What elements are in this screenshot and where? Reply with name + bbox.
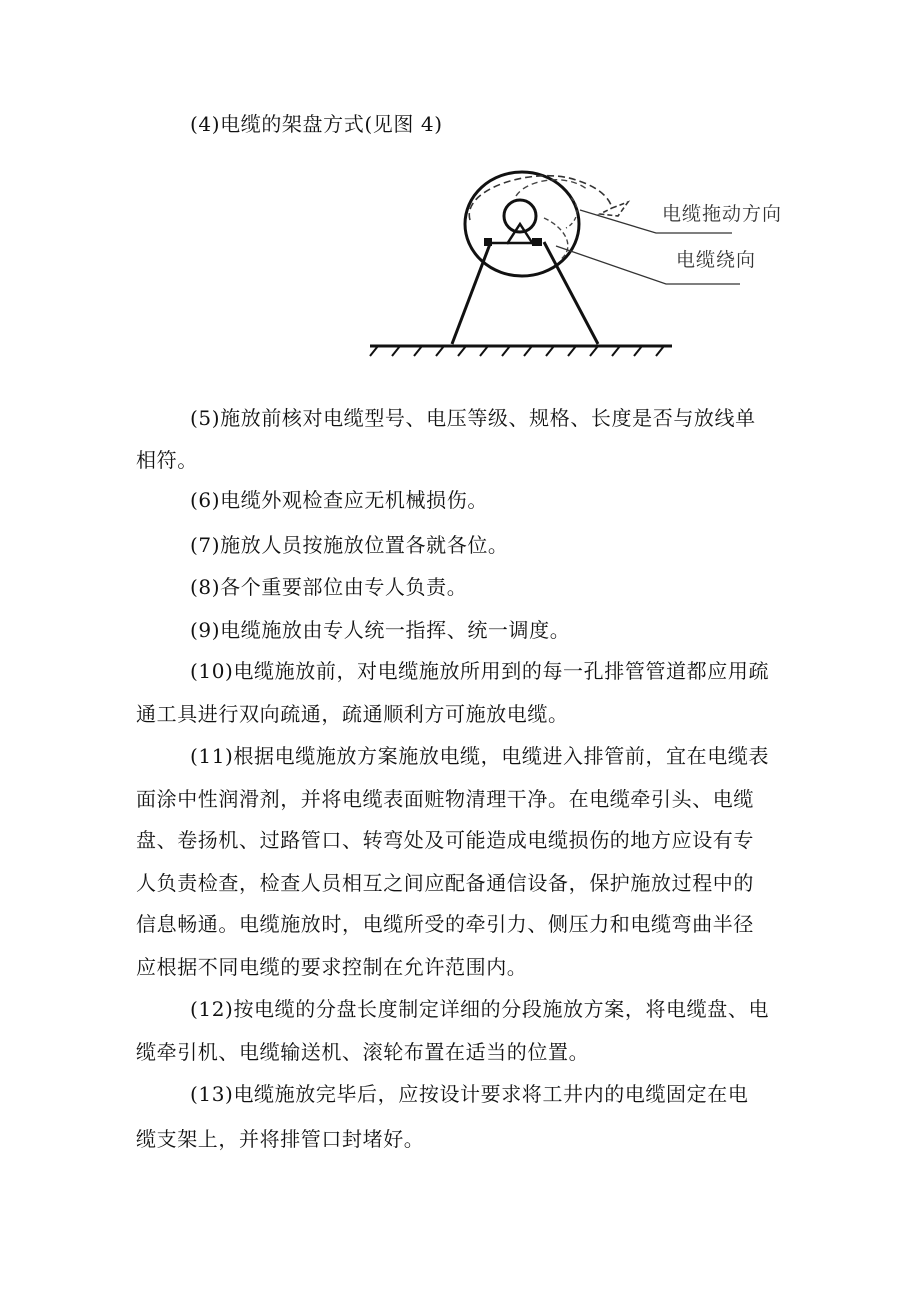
paragraph-12-line-2: 缆牵引机、电缆输送机、滚轮布置在适当的位置。 [136, 1040, 590, 1064]
axle-block-right [532, 238, 542, 246]
paragraph-13-line-2: 缆支架上，并将排管口封堵好。 [136, 1127, 425, 1151]
paragraph-11-line-1: (11)根据电缆施放方案施放电缆，电缆进入排管前，宜在电缆表 [190, 744, 770, 768]
paragraph-11-line-6: 应根据不同电缆的要求控制在允许范围内。 [136, 955, 528, 979]
paragraph-10-line-1: (10)电缆施放前，对电缆施放所用到的每一孔排管管道都应用疏 [190, 659, 770, 683]
paragraph-11-line-3: 盘、卷扬机、过路管口、转弯处及可能造成电缆损伤的地方应设有专 [136, 828, 754, 852]
axle-support [507, 224, 533, 244]
winding-arc-dashed [516, 180, 588, 196]
paragraph-9: (9)电缆施放由专人统一指挥、统一调度。 [190, 618, 571, 642]
paragraph-5-line-1: (5)施放前核对电缆型号、电压等级、规格、长度是否与放线单 [190, 406, 756, 430]
paragraph-6: (6)电缆外观检查应无机械损伤。 [190, 488, 488, 512]
winding-arc-lower [544, 218, 568, 260]
cable-reel-figure [366, 158, 796, 368]
label-winding-direction: 电缆绕向 [676, 249, 757, 271]
paragraph-11-line-5: 信息畅通。电缆施放时，电缆所受的牵引力、侧压力和电缆弯曲半径 [136, 912, 754, 936]
paragraph-7: (7)施放人员按施放位置各就各位。 [190, 533, 509, 557]
label-drag-direction: 电缆拖动方向 [662, 203, 783, 225]
paragraph-11-line-4: 人负责检查，检查人员相互之间应配备通信设备，保护施放过程中的 [136, 871, 754, 895]
paragraph-13-line-1: (13)电缆施放完毕后，应按设计要求将工井内的电缆固定在电 [190, 1082, 749, 1106]
axle-block-left [484, 238, 492, 246]
paragraph-8: (8)各个重要部位由专人负责。 [190, 575, 468, 599]
paragraph-4: (4)电缆的架盘方式(见图 4) [190, 112, 443, 136]
paragraph-12-line-1: (12)按电缆的分盘长度制定详细的分段施放方案，将电缆盘、电 [190, 997, 770, 1021]
paragraph-5-line-2: 相符。 [136, 448, 198, 472]
reel-outer-circle [465, 172, 579, 276]
drag-arrow-head [600, 202, 628, 216]
paragraph-10-line-2: 通工具进行双向疏通，疏通顺利方可施放电缆。 [136, 702, 569, 726]
reel-hub-circle [504, 200, 536, 232]
paragraph-11-line-2: 面涂中性润滑剂，并将电缆表面赃物清理干净。在电缆牵引头、电缆 [136, 787, 754, 811]
stand-left-leg [452, 244, 490, 344]
